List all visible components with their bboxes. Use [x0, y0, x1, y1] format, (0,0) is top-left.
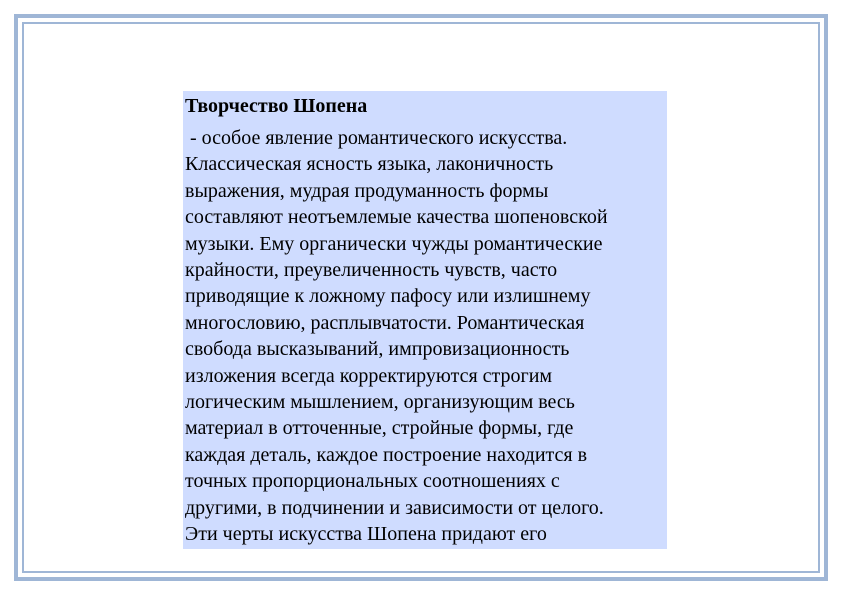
body-line: - особое явление романтического искусства. — [185, 127, 568, 149]
body-line: свобода высказываний, импровизационность — [185, 338, 570, 361]
body-line: Классическая ясность языка, лаконичность — [185, 153, 554, 176]
body-line: музыки. Ему органически чужды романтические — [185, 232, 603, 255]
slide-title: Творчество Шопена — [185, 95, 368, 117]
body-line: каждая деталь, каждое построение находится в — [185, 443, 588, 466]
body-line: изложения всегда корректируются строгим — [185, 364, 553, 387]
body-line: Эти черты искусства Шопена придают его — [185, 523, 547, 546]
body-line: материал в отточенные, стройные формы, где — [185, 417, 574, 440]
body-line: приводящие к ложному пафосу или излишнему — [185, 285, 591, 308]
body-line: составляют неотъемлемые качества шопеновской — [185, 206, 608, 229]
body-line: выражения, мудрая продуманность формы — [185, 179, 549, 202]
body-line: логическим мышлением, организующим весь — [185, 391, 575, 414]
body-line: другими, в подчинении и зависимости от целого. — [185, 496, 604, 519]
body-line: точных пропорциональных соотношениях с — [185, 470, 560, 493]
body-line: крайности, преувеличенность чувств, часто — [185, 259, 558, 282]
body-line: многословию, расплывчатости. Романтическая — [185, 311, 585, 334]
text-box — [183, 91, 667, 549]
